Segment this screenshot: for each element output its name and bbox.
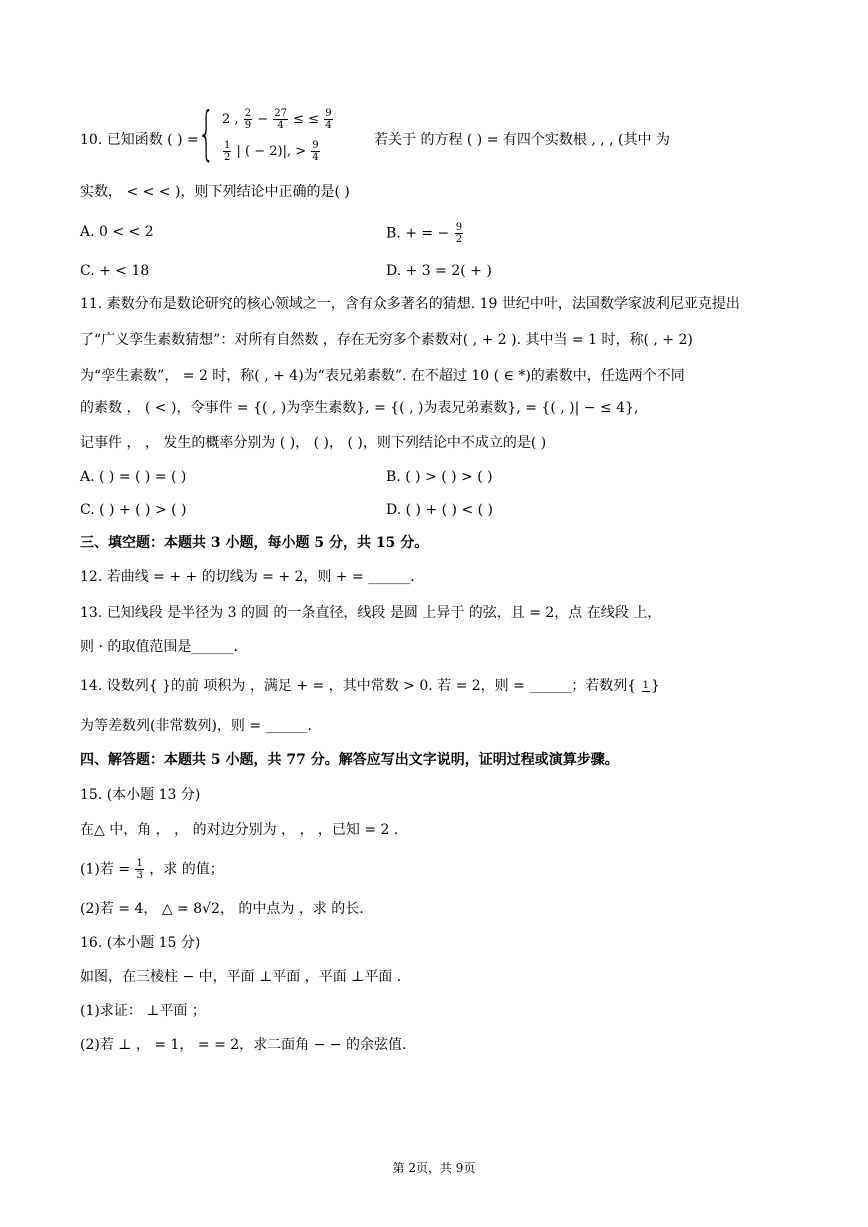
frac-9-4-b: $\frac{9}{4}$ <box>312 140 319 163</box>
frac-2-9: $\frac{2}{9}$ <box>244 108 252 131</box>
q16-stem: 如图，在三棱柱 − 中，平面 ⊥平面 ，平面 ⊥平面 . <box>80 969 402 985</box>
q11-line5: 记事件 ， ， 发生的概率分别为 ( )， ( )， ( )，则下列结论中不成立的是( ) <box>80 435 547 451</box>
q15-part2: (2)若 = 4， △ = 8√2， 的中点为 ，求 的长. <box>80 901 364 917</box>
q10-line2: 实数， < < < )，则下列结论中正确的是( ) <box>80 184 350 200</box>
q13-line2: 则 · 的取值范围是______. <box>80 639 238 655</box>
q13-line1: 13. 已知线段 是半径为 3 的圆 的一条直径，线段 是圆 上异于 的弦，且 = 2，点 在线段 上， <box>80 605 662 621</box>
q16-part2: (2)若 ⊥ ， = 1， = = 2，求二面角 − − 的余弦值. <box>80 1037 407 1053</box>
frac-9-2: $\frac{9}{2}$ <box>455 222 463 245</box>
frac-half: $\frac{1}{2}$ <box>224 140 231 163</box>
q15-stem: 在△ 中，角 ， ， 的对边分别为 ， ， ，已知 = 2 . <box>80 822 399 838</box>
q10-piece2: $\frac{1}{2}$ | ( − 2)|, > $\frac{9}{4}$ <box>224 140 319 163</box>
q10-option-b: B. + = − $\frac{9}{2}$ <box>386 222 463 245</box>
q10-option-a: A. 0 < < 2 <box>80 224 154 240</box>
section-4-heading: 四、解答题：本题共 5 小题，共 77 分。解答应写出文字说明，证明过程或演算步骤。 <box>80 752 619 768</box>
q15-title: 15. (本小题 13 分) <box>80 787 201 803</box>
q11-option-c: C. ( ) + ( ) > ( ) <box>80 502 187 518</box>
q14-line1: 14. 设数列{ }的前 项积为 ，满足 + = ，其中常数 > 0. 若 = 2，则 = ______；若数列{ 1 } <box>80 678 660 694</box>
q11-line1: 11. 素数分布是数论研究的核心领域之一，含有众多著名的猜想. 19 世纪中叶，法国数学家波利尼亚克提出 <box>80 296 740 312</box>
piecewise-brace-icon: { <box>198 99 215 167</box>
q10-piece1: 2 , $\frac{2}{9}$ − $\frac{27}{4}$ ≤ ≤ $\frac{9}{4}$ <box>222 108 332 131</box>
q10-lead: 10. 已知函数 ( ) = <box>80 132 199 148</box>
q15-part1: (1)若 = $\frac{1}{3}$ ，求 的值； <box>80 858 224 881</box>
q10-option-d: D. + 3 = 2( + ) <box>386 263 492 279</box>
frac-9-4: $\frac{9}{4}$ <box>325 108 332 131</box>
q10-tail: 若关于 的方程 ( ) = 有四个实数根 , , , (其中 为 <box>374 132 670 148</box>
q10-option-c: C. + < 18 <box>80 263 150 279</box>
frac-1-over: 1 <box>642 680 650 691</box>
q14-line2: 为等差数列(非常数列)，则 = ______. <box>80 718 313 734</box>
section-3-heading: 三、填空题：本题共 3 小题，每小题 5 分，共 15 分。 <box>80 535 429 551</box>
page-footer: 第 2页，共 9页 <box>392 1161 476 1175</box>
q11-option-a: A. ( ) = ( ) = ( ) <box>80 469 187 485</box>
q16-part1: (1)求证： ⊥平面 ； <box>80 1003 206 1019</box>
q11-line2: 了“广义孪生素数猜想”：对所有自然数 ，存在无穷多个素数对( , + 2 ). 其中当 = 1 时，称( , + 2) <box>80 332 693 348</box>
q12: 12. 若曲线 = + + 的切线为 = + 2，则 + = ______. <box>80 569 415 585</box>
frac-1-3: $\frac{1}{3}$ <box>136 858 143 881</box>
q16-title: 16. (本小题 15 分) <box>80 935 201 951</box>
q11-line3: 为“孪生素数”， = 2 时，称( , + 4)为“表兄弟素数”. 在不超过 10 ( ∈ *)的素数中，任选两个不同 <box>80 368 685 384</box>
q11-option-b: B. ( ) > ( ) > ( ) <box>386 469 493 485</box>
frac-27-4: $\frac{27}{4}$ <box>274 108 287 131</box>
q11-line4: 的素数 ， ( < )，令事件 = {( , )为孪生素数}, = {( , )为表兄弟素数}, = {( , )| − ≤ 4}, <box>80 400 639 416</box>
q11-option-d: D. ( ) + ( ) < ( ) <box>386 502 494 518</box>
